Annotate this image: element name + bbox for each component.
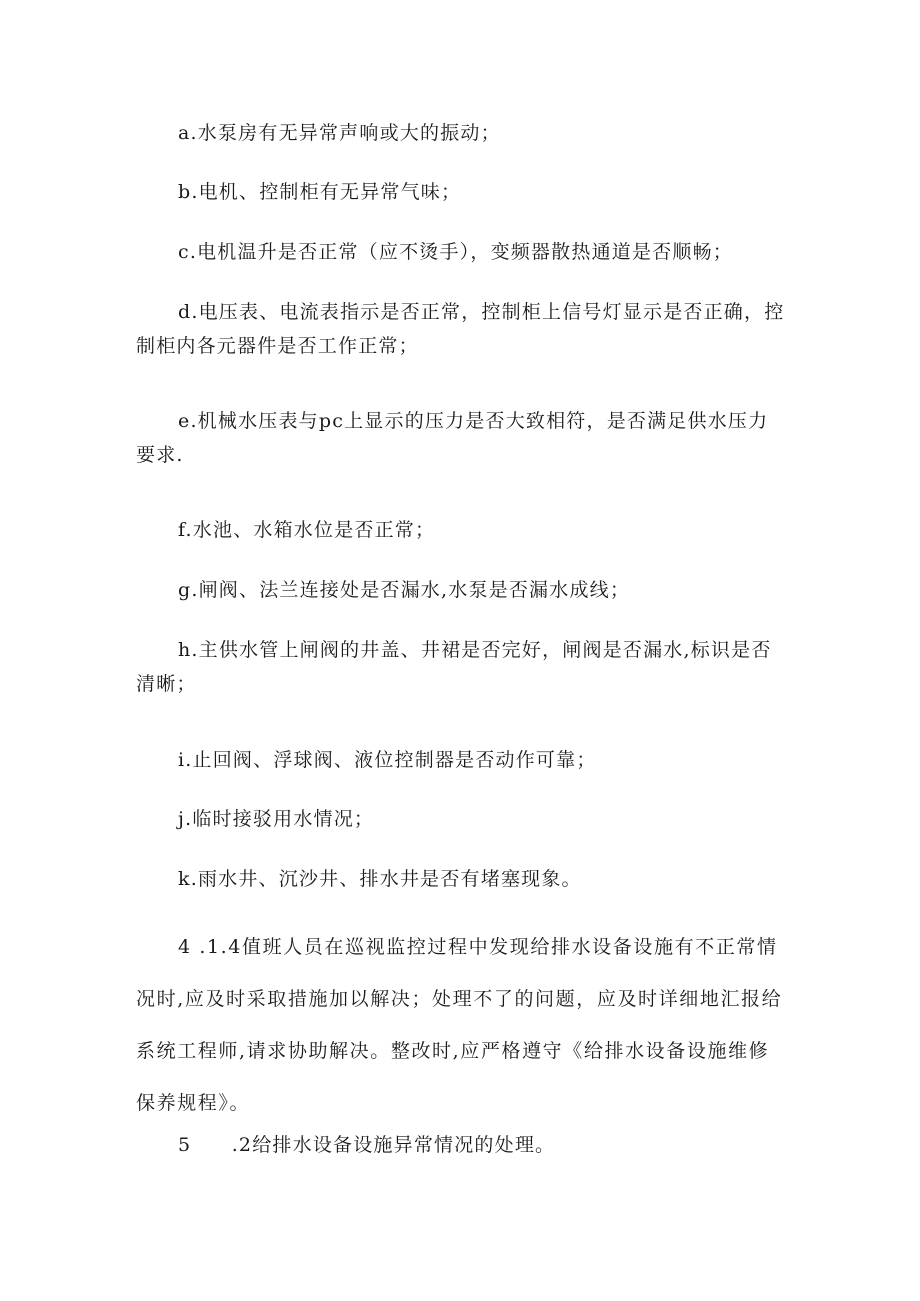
paragraph-k: k.雨水井、沉沙井、排水井是否有堵塞现象。: [178, 868, 582, 890]
paragraph-g: g.闸阀、法兰连接处是否漏水,水泵是否漏水成线；: [178, 579, 631, 601]
paragraph-j: j.临时接驳用水情况；: [178, 808, 375, 830]
paragraph-b: b.电机、控制柜有无异常气味；: [178, 181, 462, 203]
paragraph-section-4-1-4: 4 .1.4值班人员在巡视监控过程中发现给排水设备设施有不正常情况时,应及时采取措施加以解决；处理不了的问题，应及时详细地汇报给系统工程师,请求协助解决。整改时,应严格遵守《给排水设备设施维修保养规程》。: [136, 936, 783, 1114]
paragraph-d: d.电压表、电流表指示是否正常，控制柜上信号灯显示是否正确，控制柜内各元器件是否工作正常；: [136, 301, 785, 357]
paragraph-c: c.电机温升是否正常（应不烫手），变频器散热通道是否顺畅；: [178, 241, 733, 263]
paragraph-e: e.机械水压表与pc上显示的压力是否大致相符，是否满足供水压力要求.: [136, 410, 769, 466]
paragraph-f: f.水池、水箱水位是否正常；: [178, 519, 436, 541]
paragraph-section-5-2: 5 .2给排水设备设施异常情况的处理。: [178, 1134, 556, 1156]
paragraph-h: h.主供水管上闸阀的井盖、井裙是否完好，闸阀是否漏水,标识是否清晰；: [136, 639, 772, 695]
paragraph-a: a.水泵房有无异常声响或大的振动；: [178, 122, 501, 144]
paragraph-i: i.止回阀、浮球阀、液位控制器是否动作可靠；: [178, 749, 597, 771]
